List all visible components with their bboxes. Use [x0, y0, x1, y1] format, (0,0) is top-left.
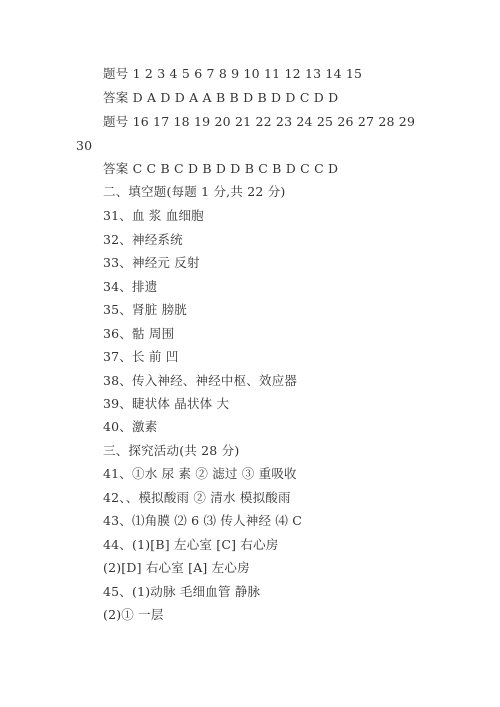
question-number-row-2: 题号 16 17 18 19 20 21 22 23 24 25 26 27 28 29: [103, 114, 416, 129]
answer-line: 32、神经系统: [103, 232, 183, 247]
section-heading-fill-in: 二、填空题(每题 1 分,共 22 分): [103, 184, 286, 199]
question-number-row-2-wrap: 30: [76, 138, 93, 153]
answer-row-1: 答案 D A D D A A B B D B D D C D D: [103, 90, 339, 105]
answer-line: (2)① 一层: [103, 607, 164, 622]
answer-line: 35、肾脏 膀胱: [103, 302, 187, 317]
answer-line: 44、(1)[B] 左心室 [C] 右心房: [103, 537, 279, 552]
answer-line: 43、⑴角膜 ⑵ 6 ⑶ 传人神经 ⑷ C: [103, 513, 302, 528]
answer-line: 31、血 浆 血细胞: [103, 208, 204, 223]
answer-line: 34、排遗: [103, 279, 158, 294]
answer-line: 45、(1)动脉 毛细血管 静脉: [103, 584, 261, 599]
section-heading-inquiry: 三、探究活动(共 28 分): [103, 443, 240, 458]
answer-line: 42、、模拟酸雨 ② 清水 模拟酸雨: [103, 490, 291, 505]
answer-line: 36、骷 周围: [103, 326, 175, 341]
answer-line: 40、激素: [103, 419, 158, 434]
answer-line: (2)[D] 右心室 [A] 左心房: [103, 560, 250, 575]
answer-line: 33、神经元 反射: [103, 255, 200, 270]
answer-line: 41、①水 尿 素 ② 滤过 ③ 重吸收: [103, 466, 297, 481]
answer-line: 38、传入神经、神经中枢、效应器: [103, 373, 298, 388]
answer-row-2: 答案 C C B C D B D D B C B D C C D: [103, 161, 339, 176]
answer-line: 37、长 前 凹: [103, 349, 179, 364]
question-number-row-1: 题号 1 2 3 4 5 6 7 8 9 10 11 12 13 14 15: [103, 66, 363, 81]
answer-line: 39、睫状体 晶状体 大: [103, 396, 230, 411]
